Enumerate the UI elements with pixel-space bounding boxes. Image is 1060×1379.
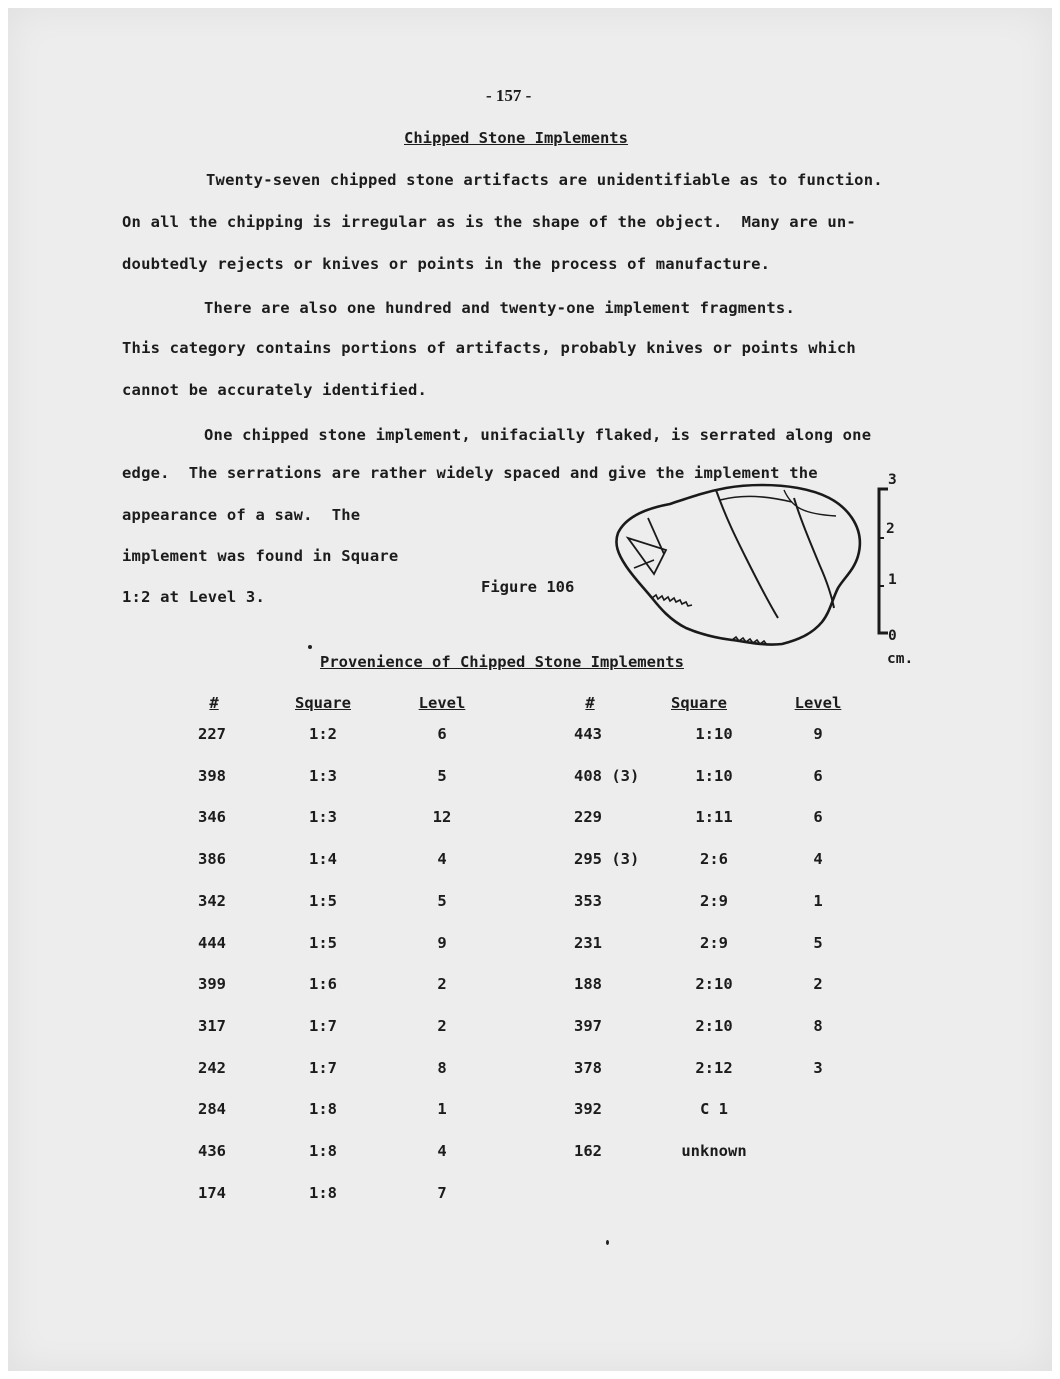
cell-number: 397 [574,1016,602,1035]
document-page [8,8,1052,1371]
cell-square: 1:8 [309,1183,337,1202]
cell-level: 6 [437,725,447,743]
cell-square: 1:5 [309,933,337,952]
cell-level: 2 [813,975,823,994]
scale-tick-label: 0 [888,628,897,644]
cell-number: 229 [574,808,602,827]
cell-level: 1 [813,891,823,910]
cell-square: unknown [681,1142,747,1160]
cell-number: 444 [198,933,226,952]
column-header-number: # [585,694,595,712]
paragraph-line: implement was found in Square [122,547,399,565]
cell-square: 2:10 [695,975,733,994]
scale-tick-label: 3 [888,472,897,488]
cell-level: 1 [437,1100,447,1119]
cell-level: 2 [437,975,447,994]
paragraph-line: edge. The serrations are rather widely spaced and give the implement the [122,464,818,482]
column-header-number: # [209,694,219,712]
paragraph-line: doubtedly rejects or knives or points in the process of manufacture. [122,255,771,273]
cell-number: 188 [574,975,602,994]
cell-level: 7 [437,1183,447,1202]
cell-number: 242 [198,1058,226,1077]
cell-square: 2:10 [695,1016,733,1035]
cell-square: 1:3 [309,766,337,785]
serrated-stone-implement-drawing [608,478,866,648]
cell-level: 6 [813,766,823,785]
column-header-level: Level [794,694,842,712]
cell-square: 2:9 [700,933,728,952]
cell-level: 2 [437,1016,447,1035]
cell-number: 295 (3) [574,850,640,869]
table-title: Provenience of Chipped Stone Implements [320,653,684,671]
cell-square: 1:8 [309,1100,337,1119]
cell-level: 8 [437,1058,447,1077]
cell-number: 436 [198,1142,226,1160]
cell-number: 317 [198,1016,226,1035]
scale-unit-label: cm. [887,651,914,667]
paragraph-line: Twenty-seven chipped stone artifacts are unidentifiable as to function. [206,171,883,189]
paragraph-line: This category contains portions of artifacts, probably knives or points which [122,339,856,357]
print-speck [606,1240,609,1245]
cell-level: 12 [432,808,452,827]
cell-number: 227 [198,725,226,743]
cell-level: 9 [437,933,447,952]
paragraph-line: On all the chipping is irregular as is the shape of the object. Many are un- [122,213,856,231]
figure-label: Figure 106 [481,578,575,596]
cell-level: 6 [813,808,823,827]
paragraph-line: 1:2 at Level 3. [122,588,265,606]
cell-square: 1:2 [309,725,337,743]
cell-square: 1:4 [309,850,337,869]
cell-square: 1:10 [695,725,733,743]
page-number: - 157 - [486,86,532,105]
paragraph-line: appearance of a saw. The [122,506,361,524]
cell-number: 174 [198,1183,226,1202]
cell-number: 342 [198,891,226,910]
cell-square: 1:6 [309,975,337,994]
cell-square: 1:7 [309,1058,337,1077]
cell-square: 1:5 [309,891,337,910]
cell-level: 4 [437,850,447,869]
paragraph-line: One chipped stone implement, unifacially flaked, is serrated along one [204,426,872,444]
cell-level: 3 [813,1058,823,1077]
cell-number: 378 [574,1058,602,1077]
cell-number: 398 [198,766,226,785]
cell-square: 1:11 [695,808,733,827]
cell-level: 5 [437,766,447,785]
centimeter-scale-bar [876,486,890,636]
column-header-square: Square [295,694,351,712]
cell-number: 443 [574,725,602,743]
scale-tick-label: 2 [886,521,895,537]
cell-number: 284 [198,1100,226,1119]
column-header-level: Level [418,694,466,712]
cell-number: 353 [574,891,602,910]
cell-square: 1:8 [309,1142,337,1160]
cell-level: 4 [437,1142,447,1160]
paragraph-line: cannot be accurately identified. [122,381,428,399]
cell-square: 1:3 [309,808,337,827]
cell-square: 2:9 [700,891,728,910]
scale-tick-label: 1 [888,572,897,588]
column-header-square: Square [671,694,727,712]
cell-number: 408 (3) [574,766,640,785]
cell-number: 346 [198,808,226,827]
cell-square: C 1 [700,1100,728,1119]
cell-square: 2:6 [700,850,728,869]
cell-number: 231 [574,933,602,952]
cell-level: 8 [813,1016,823,1035]
cell-square: 1:7 [309,1016,337,1035]
cell-level: 4 [813,850,823,869]
cell-number: 399 [198,975,226,994]
print-speck [308,645,312,649]
cell-level: 5 [437,891,447,910]
cell-number: 386 [198,850,226,869]
cell-level: 9 [813,725,823,743]
cell-square: 2:12 [695,1058,733,1077]
paragraph-line: There are also one hundred and twenty-one implement fragments. [204,299,795,317]
cell-level: 5 [813,933,823,952]
cell-square: 1:10 [695,766,733,785]
section-heading: Chipped Stone Implements [404,129,628,147]
cell-number: 162 [574,1142,602,1160]
cell-number: 392 [574,1100,602,1119]
